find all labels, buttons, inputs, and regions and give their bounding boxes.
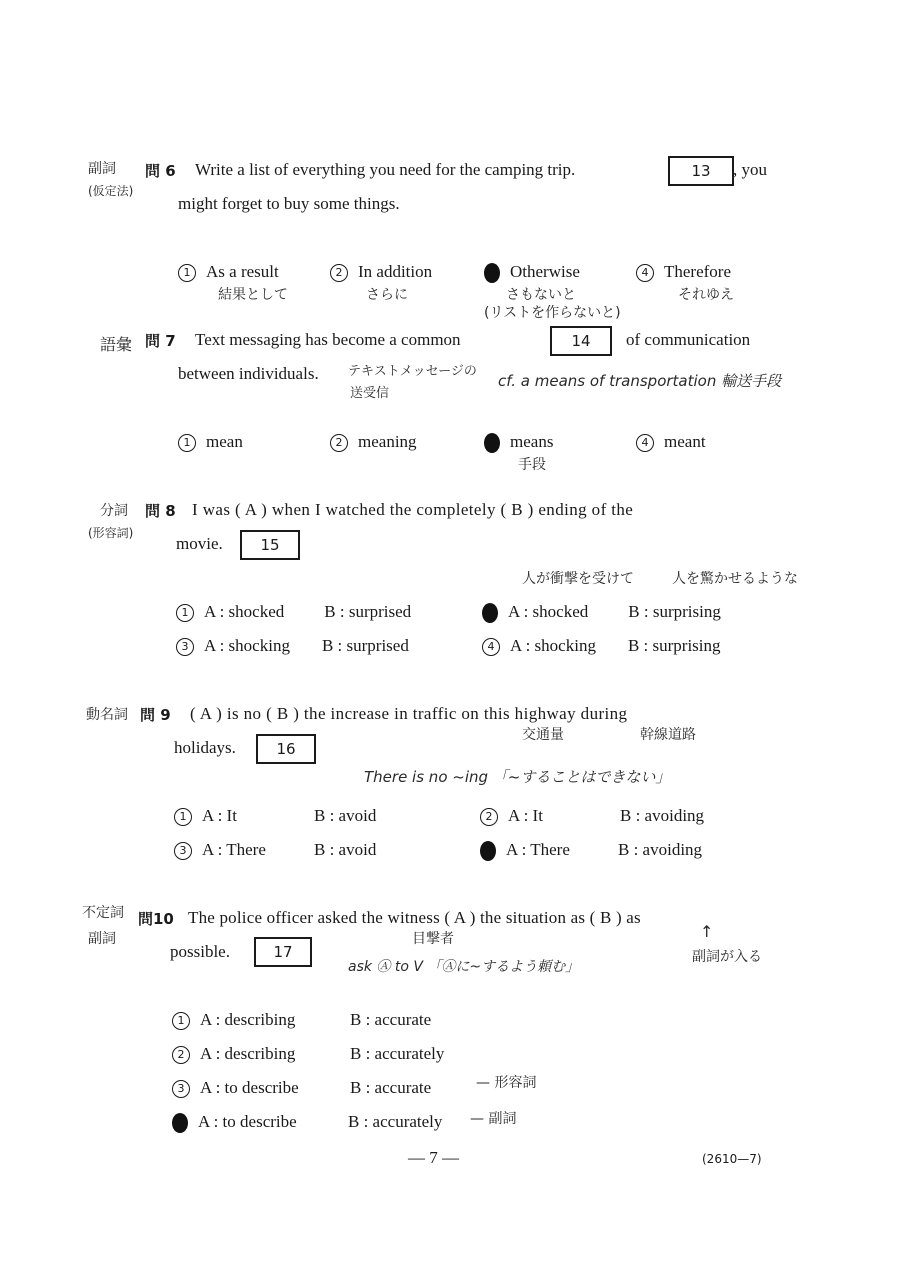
- option-a: A : It: [202, 806, 237, 825]
- q9-note-c: There is no ~ing 「~することはできない」: [364, 768, 671, 786]
- option-b: B : avoiding: [618, 840, 703, 859]
- q10-number: 問10: [138, 910, 174, 928]
- q10-note-b: ask Ⓐ to V 「Ⓐに~するよう頼む」: [348, 959, 580, 975]
- option-number-2: 2: [330, 434, 348, 452]
- option-number-3: 3: [172, 1080, 190, 1098]
- q7-note-b: 送受信: [350, 386, 390, 401]
- q10-option-3-note: — 形容詞: [476, 1075, 537, 1091]
- q10-option-3[interactable]: [172, 1078, 431, 1098]
- q8-option-2-selected[interactable]: [482, 602, 721, 623]
- q7-option-2[interactable]: [330, 432, 417, 452]
- q7-stem-line2: between individuals.: [178, 364, 319, 383]
- q6-option-1[interactable]: [178, 262, 279, 282]
- q7-option-3-selected[interactable]: [484, 432, 553, 453]
- q6-stem-tail: , you: [733, 160, 767, 179]
- option-a: A : shocking: [204, 636, 290, 655]
- q8-option-4[interactable]: [482, 636, 721, 656]
- option-b: B : surprised: [321, 636, 409, 655]
- q6-option-4[interactable]: [636, 262, 731, 282]
- option-b: B : surprised: [324, 602, 412, 621]
- option-number-2: 2: [172, 1046, 190, 1064]
- q7-stem-line1b: of communication: [626, 330, 751, 349]
- exam-code: (2610—7): [702, 1152, 762, 1166]
- q10-handwritten-tag: 不定詞: [82, 905, 124, 921]
- q6-stem-line2: might forget to buy some things.: [178, 194, 400, 213]
- option-text: meant: [664, 432, 706, 451]
- option-number-3: 3: [176, 638, 194, 656]
- option-a: A : shocked: [204, 602, 285, 621]
- q7-note-c: cf. a means of transportation 輸送手段: [498, 372, 782, 390]
- q7-option-3-note: 手段: [518, 457, 546, 473]
- option-number-2: 2: [330, 264, 348, 282]
- q7-stem-line1a: Text messaging has become a common: [195, 330, 461, 349]
- q9-number: 問 9: [140, 706, 171, 724]
- q6-option-2[interactable]: [330, 262, 432, 282]
- option-a: A : describing: [200, 1044, 296, 1063]
- option-number-1: 1: [172, 1012, 190, 1030]
- option-text: In addition: [358, 262, 433, 281]
- page-number: — 7 —: [408, 1148, 459, 1167]
- q10-stem-line1: The police officer asked the witness ( A ) the situation as ( B ) as: [188, 908, 641, 927]
- q8-stem-line2: movie.: [176, 534, 223, 553]
- filled-answer-mark: [480, 841, 496, 861]
- q9-option-1[interactable]: [174, 806, 376, 826]
- q10-handwritten-tag-2: 副詞: [88, 931, 116, 947]
- option-b: B : surprising: [628, 602, 721, 621]
- option-b: B : avoiding: [620, 806, 705, 825]
- option-a: A : shocked: [508, 602, 589, 621]
- option-a: A : It: [508, 806, 543, 825]
- q6-option-2-note: さらに: [366, 287, 408, 303]
- q8-note-b: 人を驚かせるような: [672, 571, 798, 587]
- q6-handwritten-tag-2: (仮定法): [88, 184, 134, 198]
- q7-answer-box: 14: [550, 326, 612, 356]
- option-number-1: 1: [174, 808, 192, 826]
- q7-note-a: テキストメッセージの: [348, 364, 477, 379]
- q10-stem-line2: possible.: [170, 942, 230, 961]
- option-text: As a result: [206, 262, 279, 281]
- q10-answer-box: 17: [254, 937, 312, 967]
- q9-answer-box: 16: [256, 734, 316, 764]
- q6-option-1-note: 結果として: [218, 287, 288, 303]
- q9-option-4-selected[interactable]: [480, 840, 702, 861]
- q10-note-a: 目撃者: [412, 931, 454, 947]
- filled-answer-mark: [482, 603, 498, 623]
- option-text: means: [510, 432, 554, 451]
- q6-handwritten-tag: 副詞: [88, 161, 116, 177]
- q10-option-4-selected[interactable]: [172, 1112, 442, 1133]
- q9-stem-line2: holidays.: [174, 738, 236, 757]
- q6-stem-line1: Write a list of everything you need for the camping trip.: [195, 160, 576, 179]
- option-number-2: 2: [480, 808, 498, 826]
- q8-option-3[interactable]: [176, 636, 409, 656]
- option-b: B : accurately: [348, 1112, 443, 1131]
- option-text: meaning: [358, 432, 417, 451]
- q6-option-4-note: それゆえ: [678, 287, 734, 303]
- option-b: B : avoid: [314, 806, 377, 825]
- q7-option-1[interactable]: [178, 432, 243, 452]
- q7-option-4[interactable]: [636, 432, 706, 452]
- option-number-1: 1: [178, 264, 196, 282]
- filled-answer-mark: [172, 1113, 188, 1133]
- option-text: Therefore: [664, 262, 732, 281]
- q9-note-b: 幹線道路: [640, 727, 696, 743]
- option-a: A : describing: [200, 1010, 296, 1029]
- option-b: B : accurate: [350, 1078, 432, 1097]
- option-text: mean: [206, 432, 243, 451]
- q9-stem-line1: ( A ) is no ( B ) the increase in traffic on this highway during: [190, 704, 628, 723]
- option-a: A : to describe: [200, 1078, 299, 1097]
- q6-option-3-selected[interactable]: [484, 262, 580, 283]
- q6-option-3-note-extra: (リストを作らないと): [484, 305, 621, 321]
- q8-number: 問 8: [145, 502, 176, 520]
- option-number-1: 1: [178, 434, 196, 452]
- option-b: B : avoid: [314, 840, 377, 859]
- q7-number: 問 7: [145, 332, 176, 350]
- q9-option-3[interactable]: [174, 840, 376, 860]
- q10-option-4-note: — 副詞: [470, 1111, 517, 1127]
- option-number-3: 3: [174, 842, 192, 860]
- q10-option-2[interactable]: [172, 1044, 444, 1064]
- q8-stem-line1: I was ( A ) when I watched the completely ( B ) ending of the: [192, 500, 634, 519]
- q10-option-1[interactable]: [172, 1010, 431, 1030]
- option-number-4: 4: [636, 434, 654, 452]
- option-a: A : to describe: [198, 1112, 297, 1131]
- q7-handwritten-tag: 語彙: [100, 335, 133, 354]
- q10-note-d: 副詞が入る: [692, 949, 762, 965]
- option-b: B : accurate: [350, 1010, 432, 1029]
- q8-handwritten-tag: 分詞: [100, 503, 128, 519]
- q10-note-c: ↑: [700, 922, 714, 941]
- option-number-4: 4: [636, 264, 654, 282]
- q6-answer-box: 13: [668, 156, 734, 186]
- q8-note-a: 人が衝撃を受けて: [522, 571, 634, 587]
- q8-handwritten-tag-2: (形容詞): [88, 526, 134, 540]
- option-b: B : accurately: [350, 1044, 445, 1063]
- q9-option-2[interactable]: [480, 806, 704, 826]
- option-a: A : There: [506, 840, 570, 859]
- q6-number: 問 6: [145, 162, 176, 180]
- q6-option-3-note: さもないと: [506, 287, 576, 303]
- option-text: Otherwise: [510, 262, 580, 281]
- option-b: B : surprising: [627, 636, 721, 655]
- option-number-1: 1: [176, 604, 194, 622]
- filled-answer-mark: [484, 263, 500, 283]
- option-a: A : There: [202, 840, 266, 859]
- filled-answer-mark: [484, 433, 500, 453]
- q9-handwritten-tag: 動名詞: [86, 707, 128, 723]
- option-number-4: 4: [482, 638, 500, 656]
- q8-option-1[interactable]: [176, 602, 411, 622]
- option-a: A : shocking: [510, 636, 596, 655]
- q9-note-a: 交通量: [522, 727, 564, 743]
- q8-answer-box: 15: [240, 530, 300, 560]
